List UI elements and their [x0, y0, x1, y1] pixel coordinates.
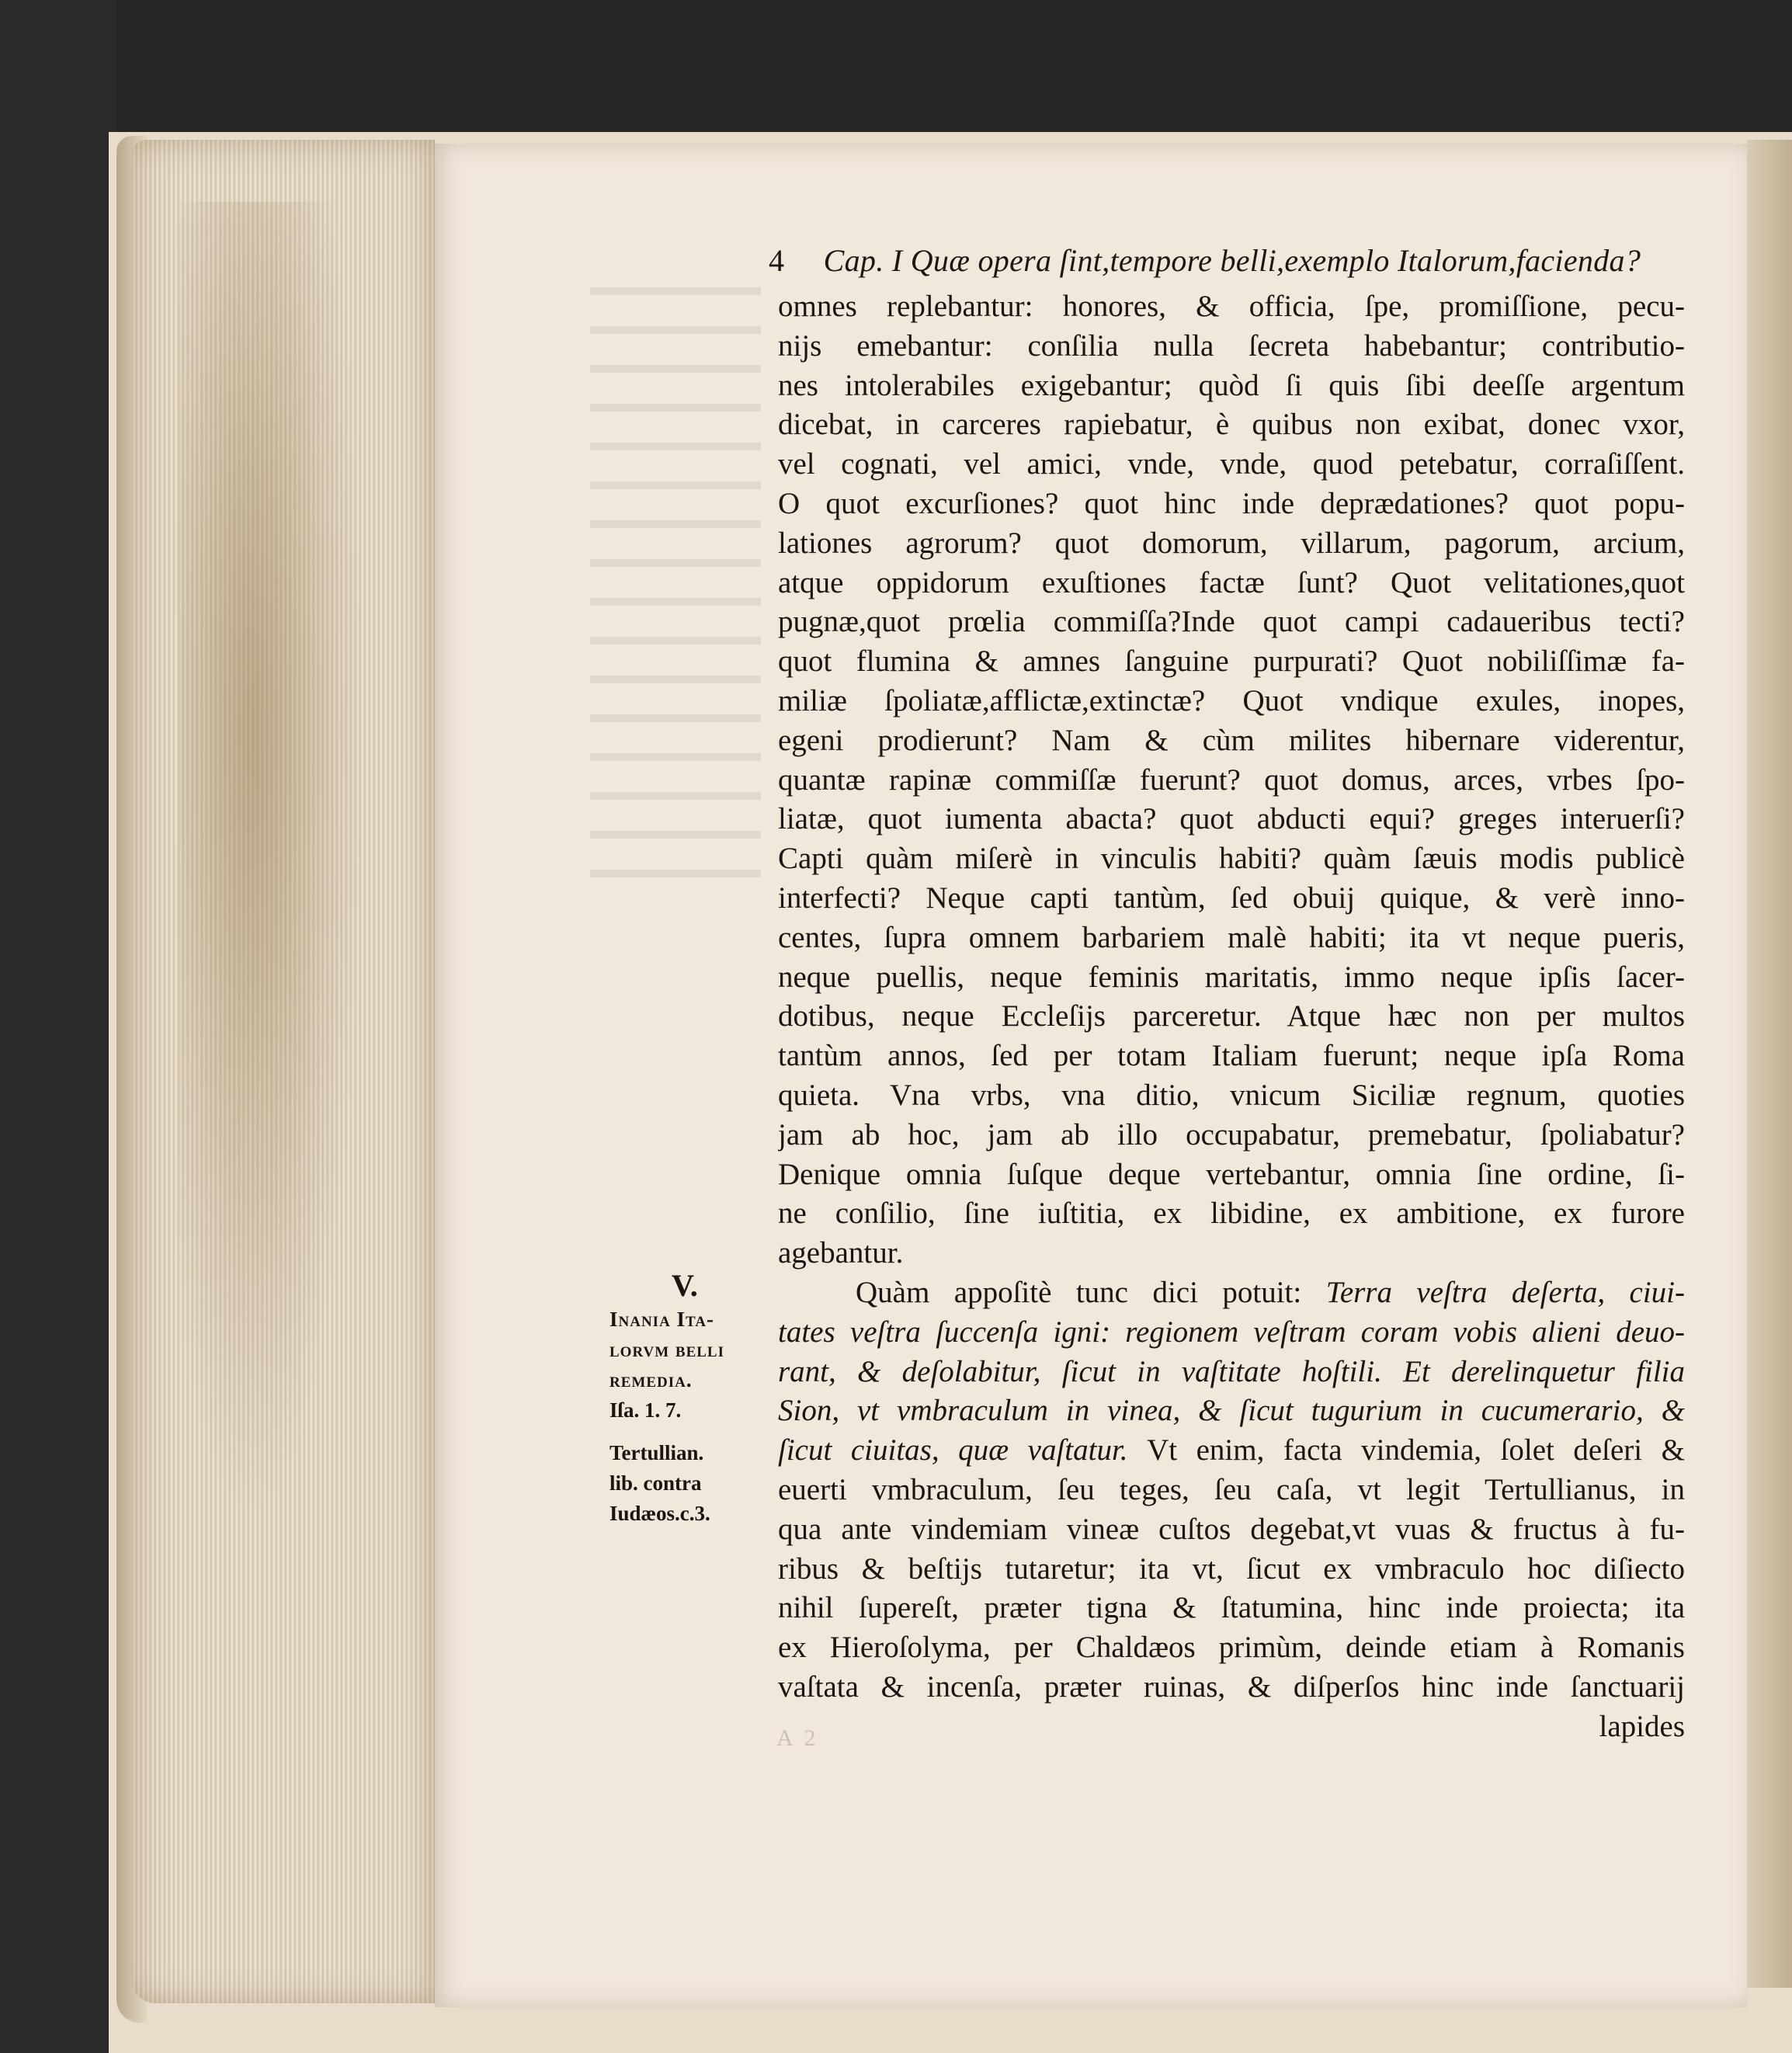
margin-heading-line: Inania Ita-: [609, 1308, 715, 1331]
text-line: [778, 1391, 1685, 1431]
text-line: Denique omnia ſuſque deque vertebantur, omnia ſine ordine, ſi-: [778, 1157, 1685, 1191]
running-head: [769, 242, 1685, 279]
margin-ref-line: Iudæos.c.3.: [609, 1502, 710, 1525]
text-line: omnes replebantur: honores, & officia, ſpe, promiſſione, pecu-: [778, 290, 1685, 323]
text-line: [778, 1668, 1685, 1707]
paragraph-2: [778, 1273, 1685, 1707]
text-span: rant, & deſolabitur, ſicut in vaſtitate hoſtili. Et derelinquetur filia: [778, 1354, 1685, 1388]
text-span: ex Hieroſolyma, per Chaldæos primùm, deinde etiam à Romanis: [778, 1631, 1685, 1665]
text-line: [778, 1313, 1685, 1353]
text-line: centes, ſupra omnem barbariem malè habiti; ita vt neque pueris,: [778, 920, 1685, 954]
running-head-title: Cap. I Quæ opera ſint,tempore belli,exemplo Italorum,facienda?: [823, 243, 1641, 278]
text-line: [778, 1471, 1685, 1510]
margin-notes: [609, 1267, 749, 1529]
text-span: Vt enim, facta vindemia, ſolet deſeri &: [1147, 1433, 1685, 1468]
catchword: lapides: [1599, 1709, 1685, 1743]
margin-ref-isaiah: Iſa. 1. 7.: [609, 1398, 682, 1422]
text-line: quieta. Vna vrbs, vna ditio, vnicum Siciliæ regnum, quoties: [778, 1078, 1685, 1112]
background-top: [0, 0, 1792, 140]
text-line: quantæ rapinæ commiſſæ fuerunt? quot domus, arces, vrbes ſpo-: [778, 762, 1685, 797]
text-span: Terra veſtra deſerta, ciui-: [1325, 1275, 1685, 1309]
water-stain: [179, 202, 365, 1522]
text-line: ne conſilio, ſine iuſtitia, ex libidine, ex ambitione, ex furore: [778, 1197, 1685, 1231]
text-line: nes intolerabiles exigebantur; quòd ſi quis ſibi deeſſe argentum: [778, 368, 1685, 402]
background-left: [0, 0, 116, 2053]
text-line: vel cognati, vel amici, vnde, vnde, quod petebatur, corraſiſſent.: [778, 447, 1685, 481]
text-line: quot flumina & amnes ſanguine purpurati? Quot nobiliſſimæ fa-: [778, 644, 1685, 679]
text-line: dotibus, neque Eccleſijs parceretur. Atque hæc non per multos: [778, 999, 1685, 1033]
text-span: tates veſtra ſuccenſa igni: regionem veſtram coram vobis alieni deuo-: [778, 1315, 1685, 1349]
margin-heading-line: remedia.: [609, 1368, 693, 1391]
text-line: [778, 1431, 1685, 1471]
main-text: [778, 287, 1685, 1746]
text-span: qua ante vindemiam vineæ cuſtos degebat,vt vuas & fructus à fu-: [778, 1512, 1685, 1546]
text-span: nihil ſupereſt, præter tigna & ſtatumina, hinc inde proiecta; ita: [778, 1591, 1685, 1625]
margin-section-number: V.: [672, 1268, 698, 1303]
text-line: agebantur.: [778, 1236, 904, 1270]
text-line: [778, 1589, 1685, 1628]
text-line: miliæ ſpoliatæ,afflictæ,extinctæ? Quot vndique exules, inopes,: [778, 683, 1685, 717]
text-line: egeni prodierunt? Nam & cùm milites hibernare viderentur,: [778, 723, 1685, 757]
text-line: interfecti? Neque capti tantùm, ſed obuij quique, & verè inno-: [778, 881, 1685, 915]
text-line: Capti quàm miſerè in vinculis habiti? quàm ſæuis modis publicè: [778, 842, 1685, 876]
text-line: liatæ, quot iumenta abacta? quot abducti equi? greges interuerſi?: [778, 802, 1685, 836]
margin-heading-line: lorvm belli: [609, 1338, 724, 1361]
text-span: ribus & beſtijs tutaretur; ita vt, ſicut ex vmbraculo hoc diſiecto: [778, 1551, 1685, 1586]
bleed-through-text: [590, 256, 761, 877]
paragraph-1: [778, 287, 1685, 1273]
page-number: 4: [769, 243, 785, 278]
text-line: neque puellis, neque feminis maritatis, immo neque ipſis ſacer-: [778, 960, 1685, 994]
text-line: lationes agrorum? quot domorum, villarum, pagorum, arcium,: [778, 526, 1685, 560]
signature-mark: A 2: [776, 1725, 819, 1751]
text-line: nijs emebantur: conſilia nulla ſecreta habebantur; contributio-: [778, 328, 1685, 363]
text-line: [778, 1550, 1685, 1589]
text-line: tantùm annos, ſed per totam Italiam fuerunt; neque ipſa Roma: [778, 1039, 1685, 1073]
text-span: Sion, vt vmbraculum in vinea, & ſicut tugurium in cucumerario, &: [778, 1394, 1685, 1428]
page-block-edges: [132, 140, 435, 2003]
text-line: dicebat, in carceres rapiebatur, è quibus non exibat, donec vxor,: [778, 408, 1685, 442]
margin-ref-line: Tertullian.: [609, 1441, 704, 1464]
text-line: [778, 1510, 1685, 1550]
text-span: vaſtata & incenſa, præter ruinas, & diſperſos hinc inde ſanctuarij: [778, 1669, 1685, 1704]
text-span: ſicut ciuitas, quæ vaſtatur.: [778, 1433, 1148, 1468]
next-page-edge: [1747, 140, 1792, 1988]
text-span: euerti vmbraculum, ſeu teges, ſeu caſa, vt legit Tertullianus, in: [778, 1472, 1685, 1506]
text-line: [778, 1273, 1685, 1313]
text-line: pugnæ,quot prœlia commiſſa?Inde quot campi cadaueribus tecti?: [778, 605, 1685, 639]
text-line: jam ab hoc, jam ab illo occupabatur, premebatur, ſpoliabatur?: [778, 1117, 1685, 1152]
text-line: [778, 1628, 1685, 1668]
text-line: atque oppidorum exuſtiones factæ ſunt? Quot velitationes,quot: [778, 565, 1685, 599]
text-span: Quàm appoſitè tunc dici potuit:: [856, 1275, 1326, 1309]
margin-ref-line: lib. contra: [609, 1471, 702, 1495]
text-line: [778, 1353, 1685, 1392]
text-line: O quot excurſiones? quot hinc inde deprædationes? quot popu-: [778, 486, 1685, 520]
